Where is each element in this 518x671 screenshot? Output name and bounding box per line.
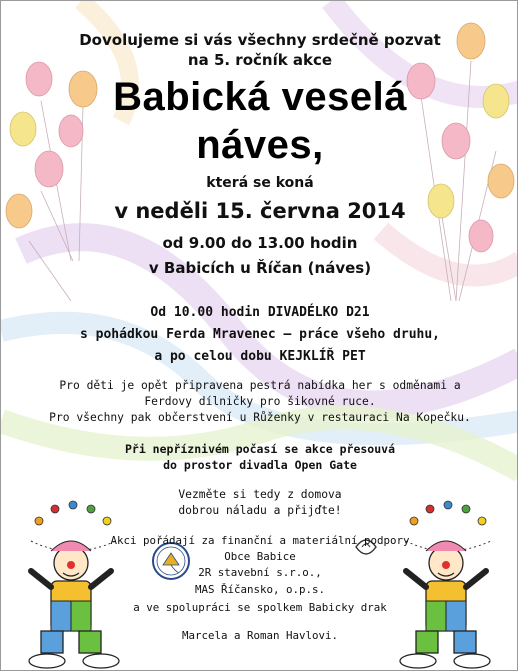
poster-content xyxy=(1,1,518,671)
organizers-line-3: 2R stavební s.r.o., xyxy=(198,566,322,579)
event-place: v Babicích u Říčan (náves) xyxy=(148,259,372,277)
organizers-line-1: Akci pořádají za finanční a materiální podpory xyxy=(110,534,410,547)
weather-line-2: do prostor divadla Open Gate xyxy=(163,458,357,472)
event-date: v neděli 15. června 2014 xyxy=(114,199,406,223)
event-title-line-1: Babická veselá xyxy=(113,75,407,119)
closing-line-1: Vezměte si tedy z domova xyxy=(178,488,342,501)
weather-line-1: Při nepříznivém počasí se akce přesouvá xyxy=(124,442,396,456)
details-line-3: Pro všechny pak občerstvení u Růženky v restauraci Na Kopečku. xyxy=(49,411,471,424)
program-line-1: Od 10.00 hodin DIVADÉLKO D21 xyxy=(150,305,370,320)
organizers-line-2: Obce Babice xyxy=(224,550,296,563)
event-title-line-2: náves, xyxy=(196,123,324,167)
intro-line-2: na 5. ročník akce xyxy=(187,51,333,69)
organizers-line-4: MAS Říčansko, o.p.s. xyxy=(194,583,325,596)
program-line-3: a po celou dobu KEJKLÍŘ PET xyxy=(154,349,366,364)
closing-line-2: dobrou náladu a přijďte! xyxy=(178,504,342,517)
organizers-line-5: a ve spolupráci se spolkem Babicky drak xyxy=(133,601,387,614)
subtitle: která se koná xyxy=(206,175,314,191)
event-time: od 9.00 do 13.00 hodin xyxy=(162,234,358,252)
signature: Marcela a Roman Havlovi. xyxy=(181,629,338,642)
program-line-2: s pohádkou Ferda Mravenec – práce všeho druhu, xyxy=(79,327,441,342)
intro-line-1: Dovolujeme si vás všechny srdečně pozvat xyxy=(79,31,441,49)
details-line-1: Pro děti je opět připravena pestrá nabídka her s odměnami a xyxy=(59,379,461,392)
details-line-2: Ferdovy dílničky pro šikovné ruce. xyxy=(144,395,376,408)
